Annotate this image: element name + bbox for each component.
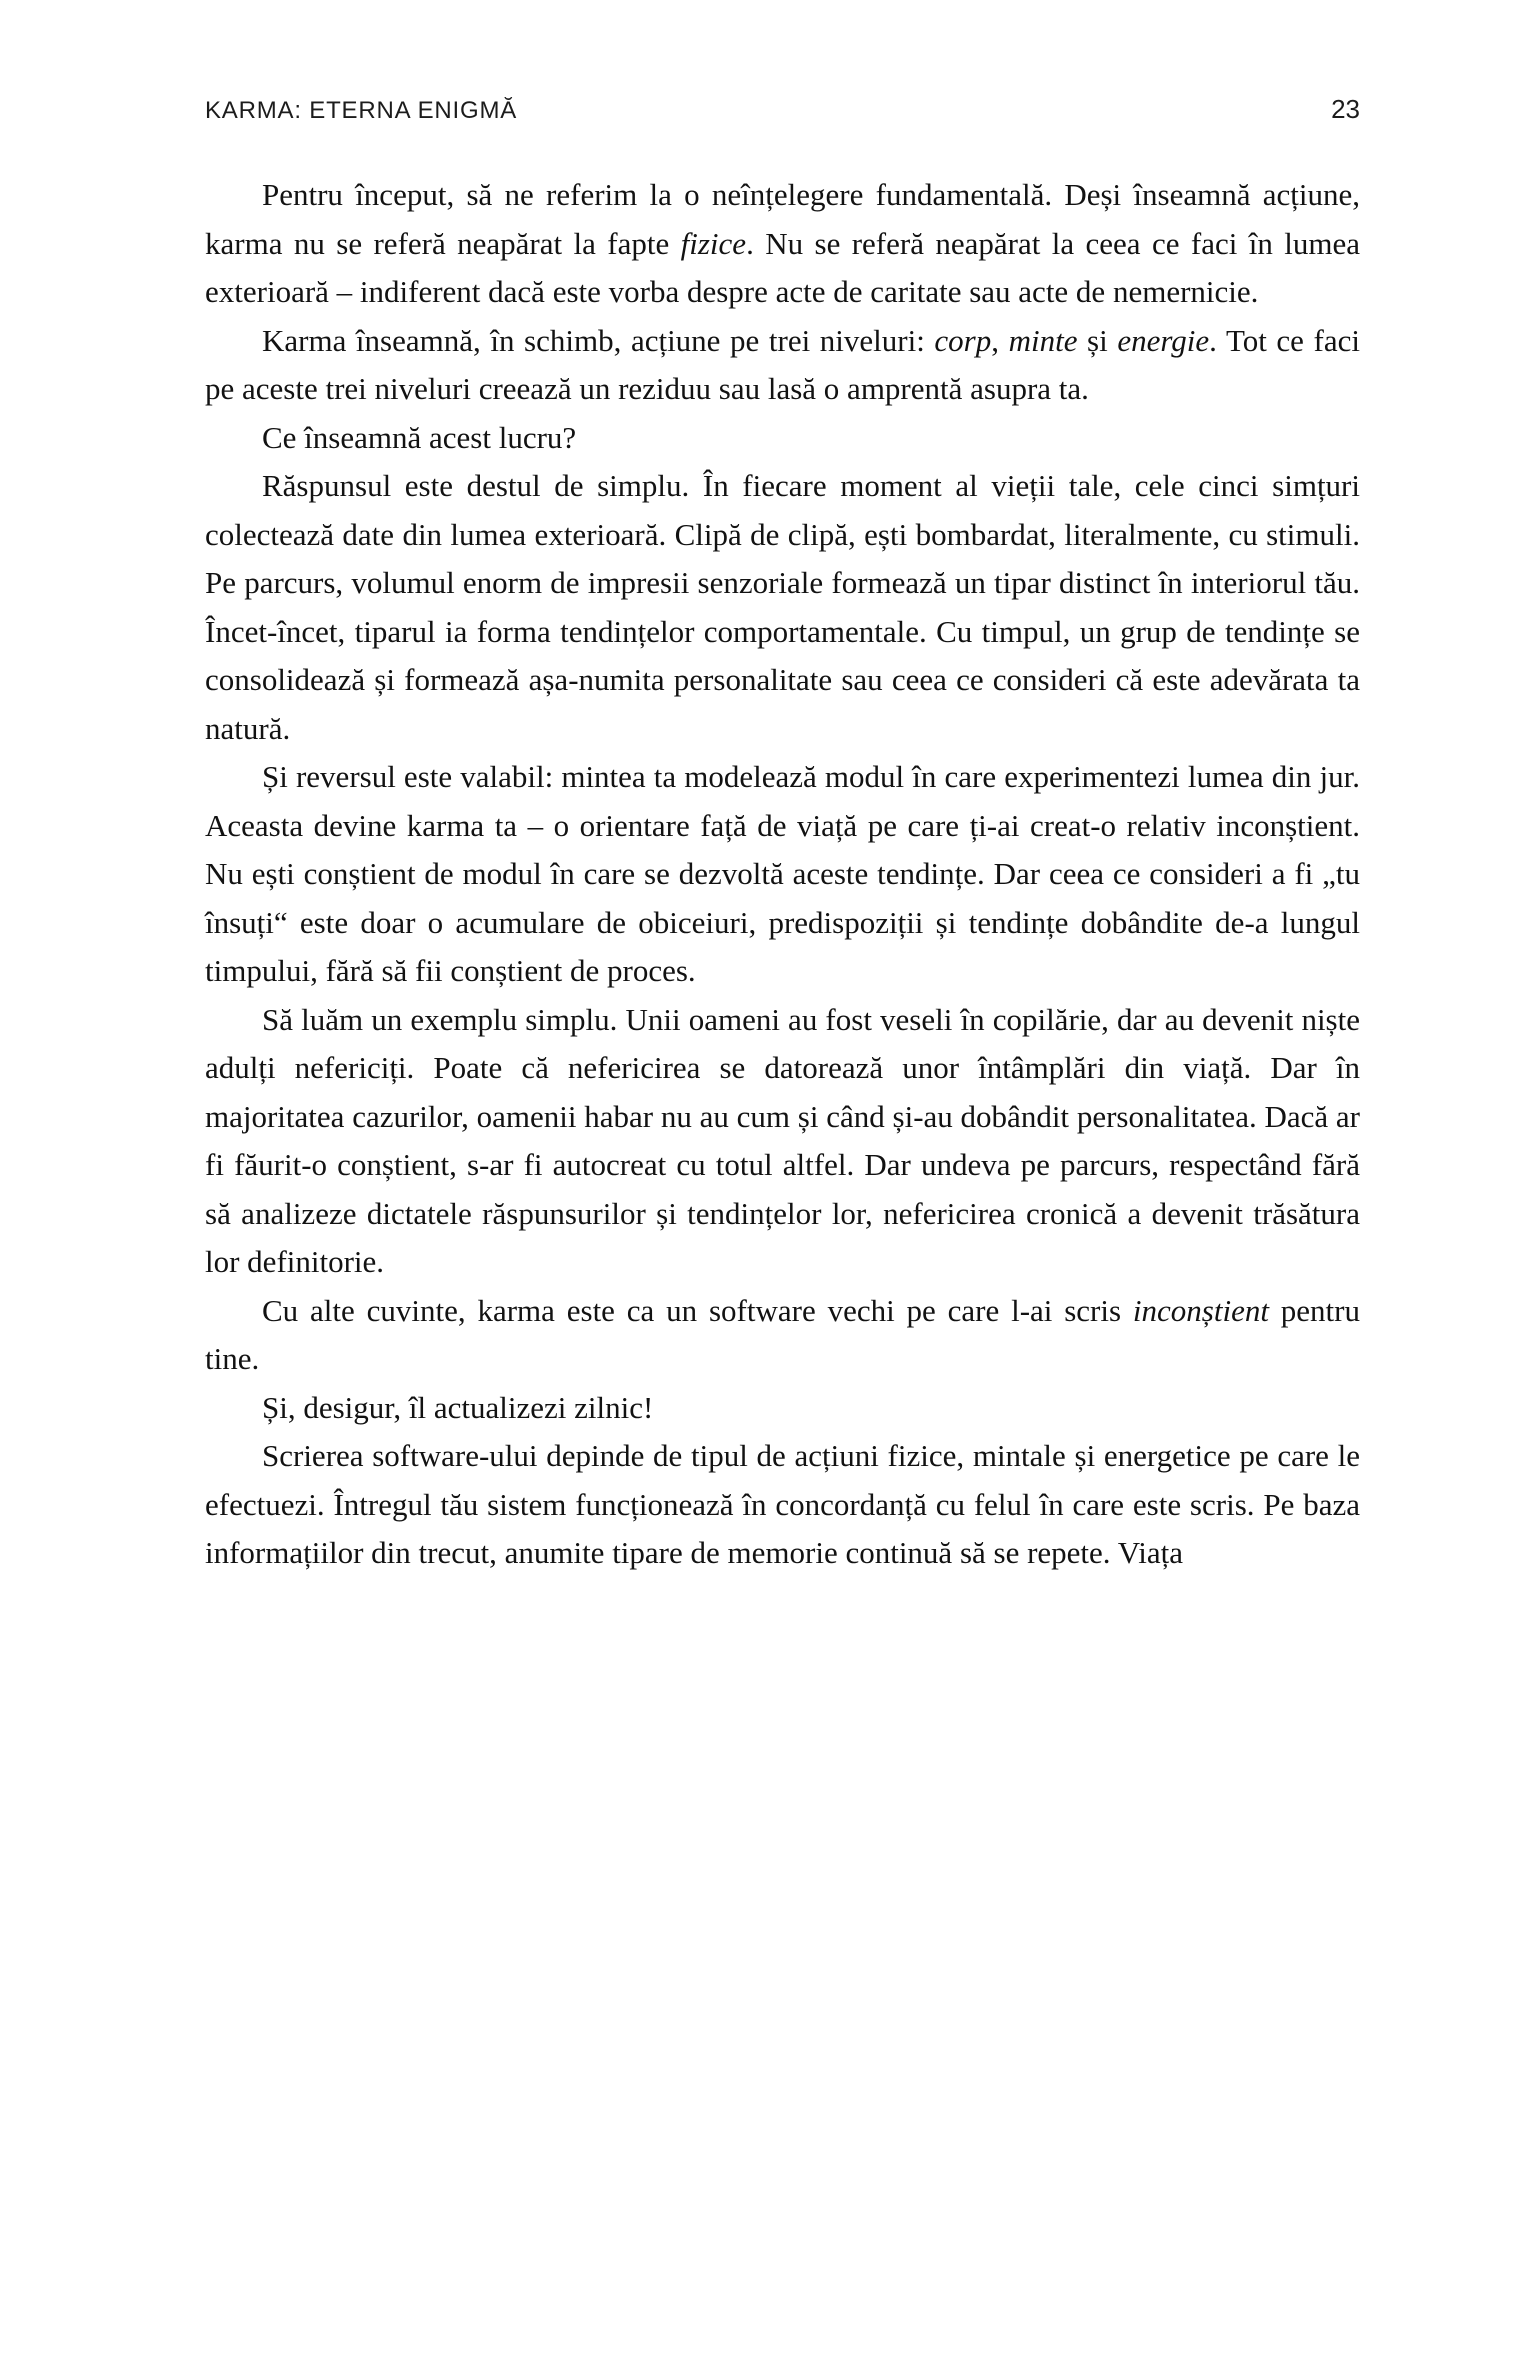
text-segment: Să luăm un exemplu simplu. Unii oameni au fost veseli în copilărie, dar au devenit niște adulți nefericiți. Poate că nefericirea se datorează unor întâmplări din viață. Dar în majoritatea cazurilor, oamenii habar nu au cum și când și-au dobândit personalitatea. Dacă ar fi făurit-o conștient, s-ar fi autocreat cu totul altfel. Dar undeva pe parcurs, respectând fără să analizeze dictatele răspunsurilor și tendințelor lor, nefericirea cronică a devenit trăsătura lor definitorie. (205, 1001, 1360, 1279)
text-segment: Ce înseamnă acest lucru? (262, 419, 577, 455)
text-segment: și (1077, 322, 1118, 358)
page-number: 23 (1331, 94, 1360, 124)
paragraph (205, 1432, 1360, 1578)
text-block (205, 171, 1360, 1578)
paragraph (205, 171, 1360, 317)
paragraph (205, 462, 1360, 753)
italic-text-segment: minte (1008, 322, 1078, 358)
running-title: KARMA: ETERNA ENIGMĂ (205, 97, 518, 124)
text-segment: Cu alte cuvinte, karma este ca un software vechi pe care l-ai scris (262, 1292, 1133, 1328)
text-segment: Scrierea software-ului depinde de tipul de acțiuni fizice, mintale și energetice pe care le efectuezi. Întregul tău sistem funcționează în concordanță cu felul în care este scris. Pe baza informațiilor din trecut, anumite tipare de memorie continuă să se repete. Viața (205, 1438, 1360, 1570)
text-segment: pentru tine. (205, 1292, 1360, 1376)
italic-text-segment: energie (1117, 322, 1210, 358)
italic-text-segment: inconștient (1132, 1292, 1269, 1328)
text-segment: . Nu se referă neapărat la ceea ce faci în lumea exterioară – indiferent dacă este vorba despre acte de caritate sau acte de nemernicie. (205, 225, 1360, 309)
paragraph (205, 753, 1360, 996)
paragraph (205, 1384, 1360, 1433)
text-segment: Și reversul este valabil: mintea ta modelează modul în care experimentezi lumea din jur. Aceasta devine karma ta – o orientare față de viață pe care ți-ai creat-o relativ inconștient. Nu ești conștient de modul în care se dezvoltă aceste tendințe. Dar ceea ce consideri a fi „tu însuți“ este doar o acumulare de obiceiuri, predispoziții și tendințe dobândite de-a lungul timpului, fără să fii conștient de proces. (205, 759, 1360, 988)
paragraph (205, 996, 1360, 1287)
italic-text-segment: corp (934, 322, 992, 358)
paragraph (205, 1287, 1360, 1384)
text-segment: . Tot ce faci pe aceste trei niveluri creează un reziduu sau lasă o amprentă asupra ta. (205, 322, 1360, 406)
paragraph (205, 414, 1360, 463)
text-segment: Pentru început, să ne referim la o neînțelegere fundamentală. Deși înseamnă acțiune, karma nu se referă neapărat la fapte (205, 177, 1360, 261)
italic-text-segment: fizice (680, 225, 747, 261)
text-segment: Karma înseamnă, în schimb, acțiune pe trei niveluri: (262, 322, 935, 358)
text-segment: Răspunsul este destul de simplu. În fiecare moment al vieții tale, cele cinci simțuri colectează date din lumea exterioară. Clipă de clipă, ești bombardat, literalmente, cu stimuli. Pe parcurs, volumul enorm de impresii senzoriale formează un tipar distinct în interiorul tău. Încet-încet, tiparul ia forma tendințelor comportamentale. Cu timpul, un grup de tendințe se consolidează și formează așa-numita personalitate sau ceea ce consideri că este adevărata ta natură. (205, 468, 1360, 746)
running-head (205, 94, 1360, 125)
text-segment: Și, desigur, îl actualizezi zilnic! (262, 1389, 654, 1425)
text-segment: , (991, 322, 1009, 358)
paragraph (205, 317, 1360, 414)
